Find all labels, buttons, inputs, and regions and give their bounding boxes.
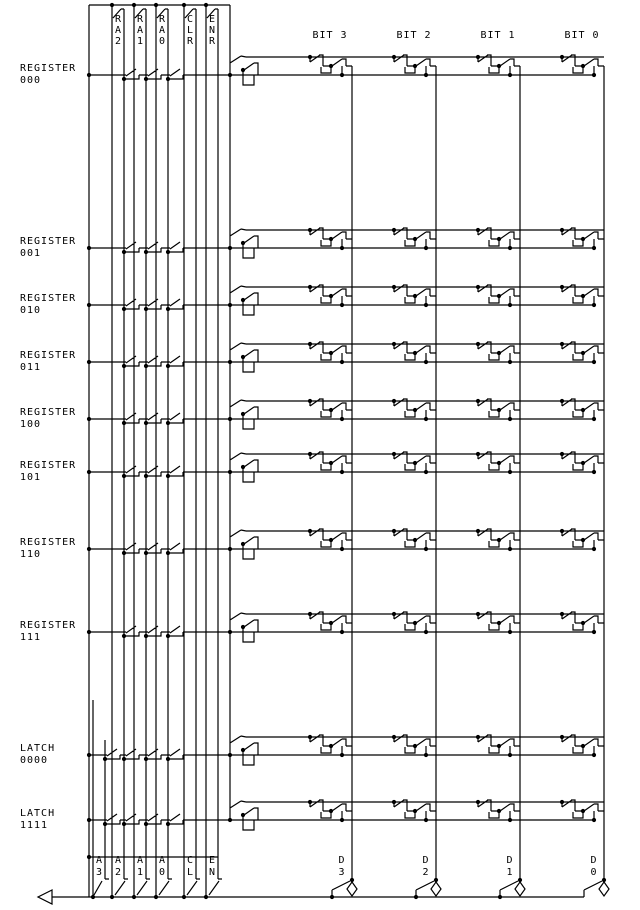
junction-dot <box>592 73 596 77</box>
junction-dot <box>329 294 333 298</box>
junction-dot <box>413 351 417 355</box>
junction-dot <box>228 818 232 822</box>
junction-dot <box>122 822 126 826</box>
junction-dot <box>122 364 126 368</box>
junction-dot <box>228 753 232 757</box>
junction-dot <box>241 748 245 752</box>
junction-dot <box>581 538 585 542</box>
row-label: LATCH <box>20 743 56 754</box>
bit-column-label: BIT 0 <box>564 30 600 41</box>
output-terminal-label: D <box>590 855 598 866</box>
junction-dot <box>581 408 585 412</box>
junction-dot <box>182 895 186 899</box>
junction-dot <box>497 538 501 542</box>
junction-dot <box>497 744 501 748</box>
junction-dot <box>87 303 91 307</box>
junction-dot <box>154 3 158 7</box>
junction-dot <box>508 417 512 421</box>
junction-dot <box>413 64 417 68</box>
junction-dot <box>508 630 512 634</box>
junction-dot <box>144 551 148 555</box>
junction-dot <box>144 421 148 425</box>
junction-dot <box>424 818 428 822</box>
input-switch-label: N <box>208 867 217 878</box>
row-label: REGISTER <box>20 63 77 74</box>
junction-dot <box>228 470 232 474</box>
junction-dot <box>508 303 512 307</box>
junction-dot <box>308 735 312 739</box>
junction-dot <box>204 895 208 899</box>
junction-dot <box>508 360 512 364</box>
control-line-label: 0 <box>158 36 167 47</box>
junction-dot <box>166 474 170 478</box>
junction-dot <box>329 538 333 542</box>
junction-dot <box>166 757 170 761</box>
junction-dot <box>392 452 396 456</box>
junction-dot <box>144 77 148 81</box>
junction-dot <box>154 895 158 899</box>
junction-dot <box>228 73 232 77</box>
junction-dot <box>424 417 428 421</box>
junction-dot <box>413 237 417 241</box>
row-label: 0000 <box>20 755 49 766</box>
junction-dot <box>144 250 148 254</box>
junction-dot <box>560 342 564 346</box>
junction-dot <box>476 800 480 804</box>
junction-dot <box>122 474 126 478</box>
junction-dot <box>424 303 428 307</box>
row-label: 011 <box>20 362 42 373</box>
junction-dot <box>476 228 480 232</box>
junction-dot <box>329 809 333 813</box>
junction-dot <box>497 351 501 355</box>
junction-dot <box>497 408 501 412</box>
input-switch-label: 0 <box>158 867 167 878</box>
junction-dot <box>476 735 480 739</box>
junction-dot <box>392 342 396 346</box>
control-line-label: R <box>186 36 195 47</box>
junction-dot <box>424 630 428 634</box>
junction-dot <box>329 621 333 625</box>
junction-dot <box>392 228 396 232</box>
junction-dot <box>241 625 245 629</box>
junction-dot <box>476 55 480 59</box>
junction-dot <box>241 412 245 416</box>
junction-dot <box>166 634 170 638</box>
junction-dot <box>508 246 512 250</box>
bit-column-label: BIT 2 <box>396 30 432 41</box>
junction-dot <box>424 470 428 474</box>
junction-dot <box>508 470 512 474</box>
row-label: 1111 <box>20 820 49 831</box>
junction-dot <box>581 237 585 241</box>
junction-dot <box>476 612 480 616</box>
junction-dot <box>122 634 126 638</box>
junction-dot <box>424 73 428 77</box>
junction-dot <box>592 818 596 822</box>
junction-dot <box>308 285 312 289</box>
control-line-label: N <box>208 25 217 36</box>
junction-dot <box>413 461 417 465</box>
junction-dot <box>508 73 512 77</box>
junction-dot <box>581 461 585 465</box>
junction-dot <box>392 529 396 533</box>
junction-dot <box>340 753 344 757</box>
junction-dot <box>560 612 564 616</box>
junction-dot <box>122 551 126 555</box>
junction-dot <box>581 64 585 68</box>
junction-dot <box>87 470 91 474</box>
control-line-label: R <box>208 36 217 47</box>
junction-dot <box>424 246 428 250</box>
output-terminal-label: D <box>422 855 430 866</box>
junction-dot <box>392 735 396 739</box>
junction-dot <box>87 417 91 421</box>
junction-dot <box>340 470 344 474</box>
control-line-label: A <box>158 25 167 36</box>
junction-dot <box>413 621 417 625</box>
row-label: REGISTER <box>20 236 77 247</box>
input-switch-label: A <box>158 855 167 866</box>
row-label: REGISTER <box>20 293 77 304</box>
row-label: LATCH <box>20 808 56 819</box>
junction-dot <box>330 895 334 899</box>
junction-dot <box>87 855 91 859</box>
control-line-label: R <box>158 14 167 25</box>
junction-dot <box>166 551 170 555</box>
junction-dot <box>497 64 501 68</box>
row-label: 000 <box>20 75 42 86</box>
junction-dot <box>414 895 418 899</box>
row-label: 100 <box>20 419 42 430</box>
input-switch-label: A <box>136 855 145 866</box>
junction-dot <box>560 285 564 289</box>
junction-dot <box>166 421 170 425</box>
output-terminal-label: 3 <box>338 867 346 878</box>
junction-dot <box>592 753 596 757</box>
junction-dot <box>592 303 596 307</box>
junction-dot <box>413 408 417 412</box>
junction-dot <box>497 621 501 625</box>
junction-dot <box>476 452 480 456</box>
junction-dot <box>413 538 417 542</box>
junction-dot <box>228 246 232 250</box>
junction-dot <box>241 542 245 546</box>
junction-dot <box>592 360 596 364</box>
junction-dot <box>581 351 585 355</box>
junction-dot <box>329 237 333 241</box>
junction-dot <box>413 744 417 748</box>
junction-dot <box>592 417 596 421</box>
junction-dot <box>110 895 114 899</box>
junction-dot <box>340 360 344 364</box>
junction-dot <box>166 307 170 311</box>
output-terminal-label: D <box>338 855 346 866</box>
junction-dot <box>122 307 126 311</box>
input-switch-label: E <box>208 855 217 866</box>
control-line-label: A <box>136 25 145 36</box>
control-line-label: R <box>136 14 145 25</box>
junction-dot <box>144 474 148 478</box>
junction-dot <box>392 55 396 59</box>
junction-dot <box>308 452 312 456</box>
junction-dot <box>241 355 245 359</box>
junction-dot <box>122 77 126 81</box>
junction-dot <box>228 630 232 634</box>
junction-dot <box>329 744 333 748</box>
junction-dot <box>508 547 512 551</box>
junction-dot <box>87 753 91 757</box>
junction-dot <box>87 630 91 634</box>
junction-dot <box>476 342 480 346</box>
junction-dot <box>166 822 170 826</box>
junction-dot <box>103 757 107 761</box>
junction-dot <box>166 364 170 368</box>
junction-dot <box>308 399 312 403</box>
junction-dot <box>560 800 564 804</box>
junction-dot <box>241 298 245 302</box>
junction-dot <box>581 621 585 625</box>
junction-dot <box>340 303 344 307</box>
junction-dot <box>122 250 126 254</box>
junction-dot <box>560 228 564 232</box>
junction-dot <box>560 399 564 403</box>
row-label: REGISTER <box>20 620 77 631</box>
junction-dot <box>560 735 564 739</box>
junction-dot <box>413 294 417 298</box>
row-label: 111 <box>20 632 42 643</box>
junction-dot <box>87 547 91 551</box>
junction-dot <box>340 818 344 822</box>
junction-dot <box>204 3 208 7</box>
row-label: 010 <box>20 305 42 316</box>
row-label: 001 <box>20 248 42 259</box>
control-line-label: A <box>114 25 123 36</box>
input-switch-label: 1 <box>136 867 145 878</box>
control-line-label: R <box>114 14 123 25</box>
output-terminal-label: 2 <box>422 867 430 878</box>
junction-dot <box>340 246 344 250</box>
junction-dot <box>560 452 564 456</box>
junction-dot <box>497 809 501 813</box>
junction-dot <box>508 818 512 822</box>
junction-dot <box>508 753 512 757</box>
junction-dot <box>308 342 312 346</box>
junction-dot <box>228 303 232 307</box>
output-terminal-label: 1 <box>506 867 514 878</box>
control-line-label: 1 <box>136 36 145 47</box>
junction-dot <box>392 612 396 616</box>
junction-dot <box>581 744 585 748</box>
junction-dot <box>329 64 333 68</box>
junction-dot <box>424 360 428 364</box>
bit-column-label: BIT 1 <box>480 30 516 41</box>
junction-dot <box>308 529 312 533</box>
junction-dot <box>166 250 170 254</box>
junction-dot <box>560 55 564 59</box>
junction-dot <box>144 757 148 761</box>
junction-dot <box>340 547 344 551</box>
junction-dot <box>329 408 333 412</box>
junction-dot <box>340 417 344 421</box>
junction-dot <box>392 399 396 403</box>
input-switch-label: A <box>95 855 104 866</box>
junction-dot <box>308 800 312 804</box>
row-label: REGISTER <box>20 537 77 548</box>
junction-dot <box>329 351 333 355</box>
junction-dot <box>87 818 91 822</box>
junction-dot <box>241 241 245 245</box>
junction-dot <box>166 77 170 81</box>
junction-dot <box>592 547 596 551</box>
junction-dot <box>392 285 396 289</box>
junction-dot <box>329 461 333 465</box>
junction-dot <box>144 364 148 368</box>
junction-dot <box>241 813 245 817</box>
row-label: REGISTER <box>20 460 77 471</box>
junction-dot <box>182 3 186 7</box>
junction-dot <box>497 461 501 465</box>
input-switch-label: C <box>186 855 195 866</box>
junction-dot <box>581 809 585 813</box>
control-line-label: L <box>186 25 195 36</box>
junction-dot <box>91 895 95 899</box>
junction-dot <box>87 246 91 250</box>
junction-dot <box>476 529 480 533</box>
junction-dot <box>122 421 126 425</box>
junction-dot <box>110 3 114 7</box>
junction-dot <box>498 895 502 899</box>
junction-dot <box>87 73 91 77</box>
junction-dot <box>144 307 148 311</box>
bit-column-label: BIT 3 <box>312 30 348 41</box>
junction-dot <box>87 360 91 364</box>
junction-dot <box>228 417 232 421</box>
junction-dot <box>241 68 245 72</box>
junction-dot <box>497 294 501 298</box>
junction-dot <box>413 809 417 813</box>
junction-dot <box>476 399 480 403</box>
junction-dot <box>392 800 396 804</box>
junction-dot <box>592 630 596 634</box>
junction-dot <box>308 228 312 232</box>
junction-dot <box>592 246 596 250</box>
row-label: REGISTER <box>20 407 77 418</box>
junction-dot <box>308 612 312 616</box>
junction-dot <box>592 470 596 474</box>
input-switch-label: 2 <box>114 867 123 878</box>
junction-dot <box>497 237 501 241</box>
output-terminal-label: D <box>506 855 514 866</box>
junction-dot <box>144 822 148 826</box>
junction-dot <box>228 360 232 364</box>
junction-dot <box>241 465 245 469</box>
junction-dot <box>132 895 136 899</box>
control-line-label: E <box>208 14 217 25</box>
junction-dot <box>308 55 312 59</box>
junction-dot <box>228 547 232 551</box>
junction-dot <box>560 529 564 533</box>
row-label: 110 <box>20 549 42 560</box>
junction-dot <box>340 630 344 634</box>
junction-dot <box>144 634 148 638</box>
row-label: 101 <box>20 472 42 483</box>
control-line-label: 2 <box>114 36 123 47</box>
junction-dot <box>424 753 428 757</box>
input-switch-label: A <box>114 855 123 866</box>
junction-dot <box>132 3 136 7</box>
junction-dot <box>424 547 428 551</box>
junction-dot <box>122 757 126 761</box>
output-terminal-label: 0 <box>590 867 598 878</box>
input-switch-label: L <box>186 867 195 878</box>
junction-dot <box>476 285 480 289</box>
control-line-label: C <box>186 14 195 25</box>
input-switch-label: 3 <box>95 867 104 878</box>
junction-dot <box>581 294 585 298</box>
row-label: REGISTER <box>20 350 77 361</box>
junction-dot <box>103 822 107 826</box>
junction-dot <box>340 73 344 77</box>
